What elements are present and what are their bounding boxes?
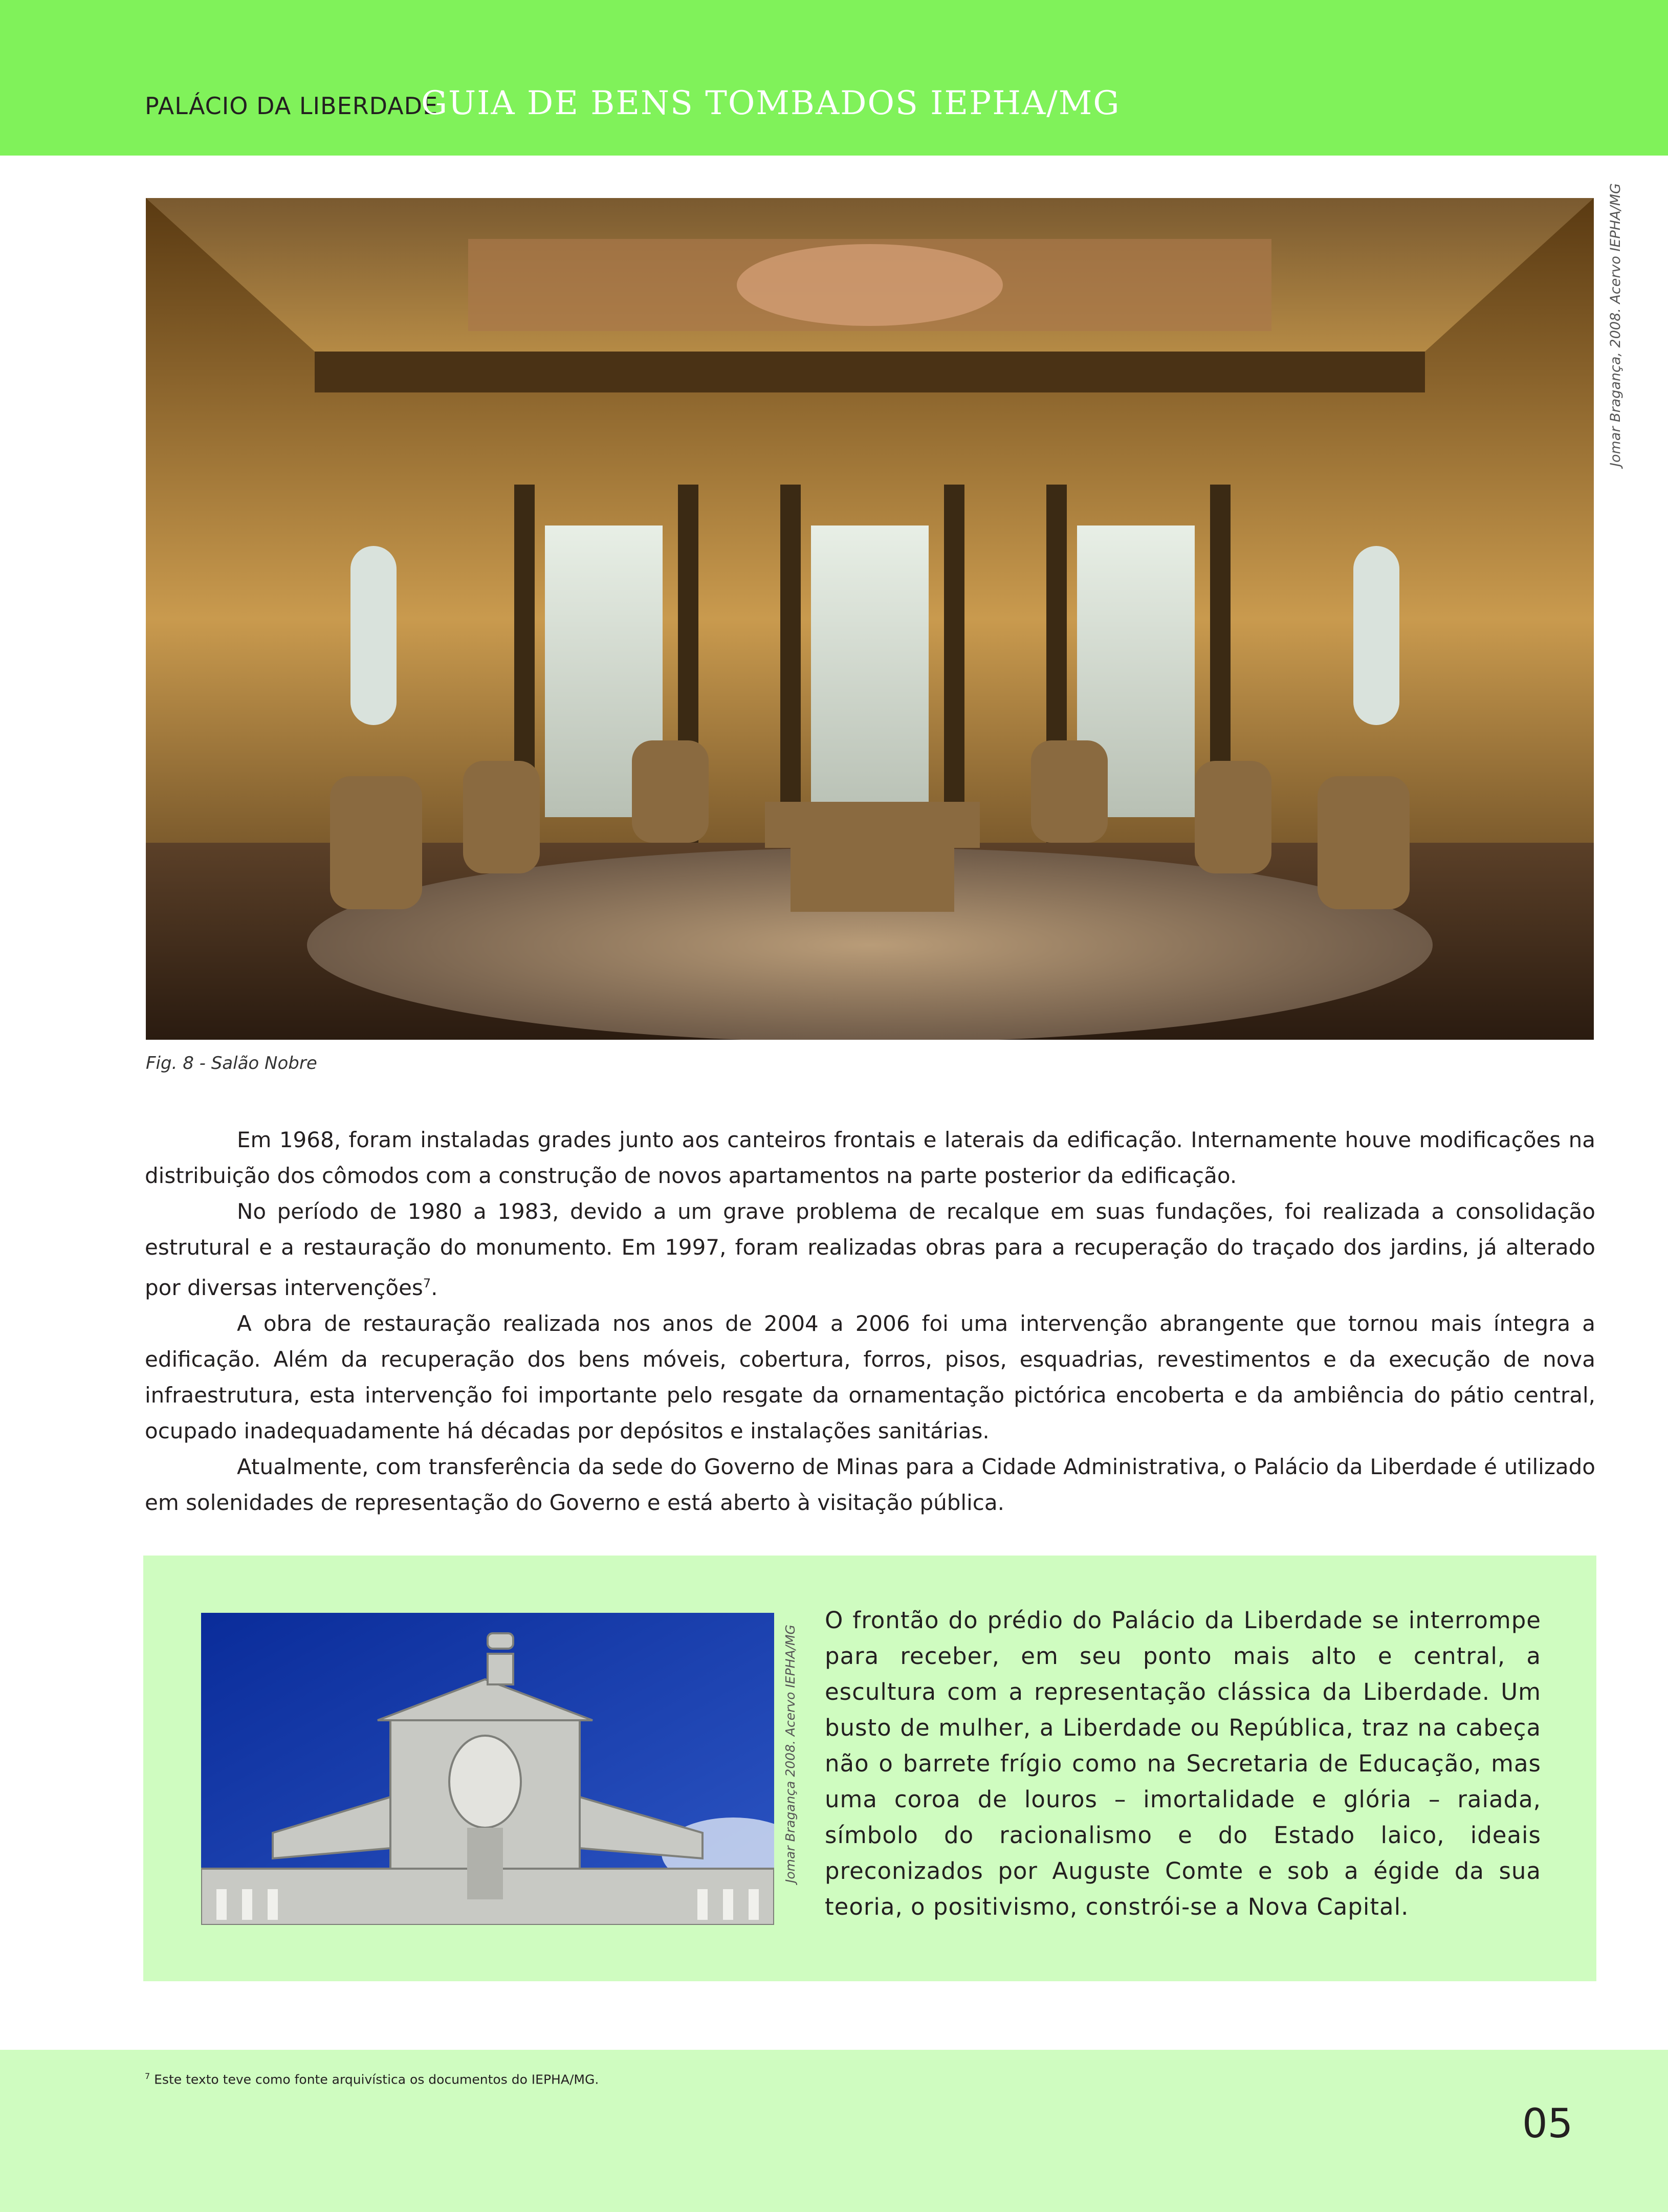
small-photo-credit: Jomar Bragança 2008. Acervo IEPHA/MG [783,1625,798,1883]
header-section-title: PALÁCIO DA LIBERDADE [145,92,438,120]
footnote-ref: 7 [423,1276,431,1290]
figure-caption: Fig. 8 - Salão Nobre [146,1053,317,1074]
page-footer [0,2050,1668,2212]
paragraph-2: No período de 1980 a 1983, devido a um grave problema de recalque em suas fundações, foi realizada a consolidação estrutural e a restauração do monumento. Em 1997, foram realizadas obras para a recuperação do traçado dos jardins, já alterado por diversas intervenções$^7$. [145,1199,1595,1300]
salao-nobre-photo [146,198,1594,1040]
body-text [145,1122,1595,1521]
paragraph-3: A obra de restauração realizada nos anos de 2004 a 2006 foi uma intervenção abrangente que tornou mais íntegra a edificação. Além da recuperação dos bens móveis, cobertura, forros, pisos, esquadrias, revestimentos e da execução de nova infraestrutura, esta intervenção foi importante pelo resgate da ornamentação pictórica encoberta e da ambiência do pátio central, ocupado inadequadamente há décadas por depósitos e instalações sanitárias. [145,1311,1595,1443]
highlight-box [143,1556,1596,1981]
paragraph-4: Atualmente, com transferência da sede do Governo de Minas para a Cidade Administrativa, o Palácio da Liberdade é utilizado em solenidades de representação do Governo e está aberto à visitação pública. [145,1454,1595,1515]
paragraph-1: Em 1968, foram instaladas grades junto aos canteiros frontais e laterais da edificação. Internamente houve modificações na distribuição dos cômodos com a construção de novos apartamentos na parte posterior da edificação. [145,1127,1595,1188]
page-header [0,0,1668,156]
footnote: $^7$ Este texto teve como fonte arquivística os documentos do IEPHA/MG. [145,2071,599,2087]
page-number: 05 [1522,2101,1573,2147]
pediment-photo [201,1613,774,1925]
header-guide-title: GUIA DE BENS TOMBADOS IEPHA/MG [421,84,1121,122]
main-photo-credit: Jomar Bragança, 2008. Acervo IEPHA/MG [1608,183,1623,467]
box-text: O frontão do prédio do Palácio da Liberdade se interrompe para receber, em seu ponto mais alto e central, a escultura com a representação clássica da Liberdade. Um busto de mulher, a Liberdade ou República, traz na cabeça não o barrete frígio como na Secretaria de Educação, mas uma coroa de louros – imortalidade e glória – raiada, símbolo do racionalismo e do Estado laico, ideais preconizados por Auguste Comte e sob a égide da sua teoria, o positivismo, constrói-se a Nova Capital. [825,1607,1541,1920]
